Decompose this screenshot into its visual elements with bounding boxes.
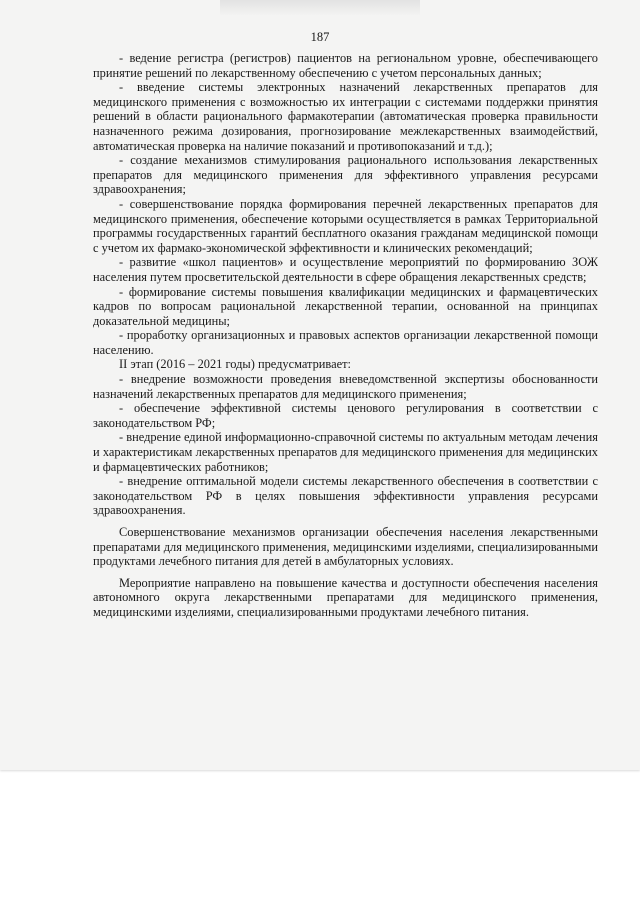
paragraph-stage-two-heading: II этап (2016 – 2021 годы) предусматривает: (119, 357, 351, 372)
paragraph-optimal-model: - внедрение оптимальной модели системы лекарственного обеспечения в соответствии с законодательством РФ в целях повышения эффективности управления ресурсами здравоохранения. (93, 474, 598, 518)
paragraph-gap (93, 569, 598, 576)
paragraph-gap (93, 518, 598, 525)
paragraph-expertise: - внедрение возможности проведения вневедомственной экспертизы обоснованности назначений лекарственных препаратов для медицинского применения; (93, 372, 598, 401)
paragraph-legal-aspects: - проработку организационных и правовых аспектов организации лекарственной помощи населению. (93, 328, 598, 357)
paragraph-info-system: - внедрение единой информационно-справочной системы по актуальным методам лечения и характеристикам лекарственных препаратов для медицинского применения для медицинских и фармацевтических работников; (93, 430, 598, 474)
paragraph-staff-training: - формирование системы повышения квалификации медицинских и фармацевтических кадров по вопросам рациональной лекарственной терапии, основанной на принципах доказательной медицины; (93, 284, 598, 328)
paragraph-patient-schools: - развитие «школ пациентов» и осуществление мероприятий по формированию ЗОЖ населения путем просветительской деятельности в сфере обращения лекарственных средств; (93, 255, 598, 284)
paragraph-price-regulation: - обеспечение эффективной системы ценового регулирования в соответствии с законодательством РФ; (93, 401, 598, 430)
scan-artifact (220, 0, 420, 16)
paragraph-incentive-mechanisms: - создание механизмов стимулирования рационального использования лекарственных препаратов для медицинского применения для эффективного управления ресурсами здравоохранения; (93, 153, 598, 197)
paragraph-measure: Мероприятие направлено на повышение качества и доступности обеспечения населения автономного округа лекарственными препаратами для медицинского применения, медицинскими изделиями, специализированными продуктами лечебного питания. (93, 575, 598, 619)
document-body (93, 51, 598, 620)
paragraph-electronic-prescriptions: - введение системы электронных назначений лекарственных препаратов для медицинского применения с возможностью их интеграции с системами поддержки принятия решений в области рационального фармакотерапии (автоматическая проверка правильности назначенного режима дозирования, прогнозирование межлекарственных взаимодействий, автоматическая проверка на наличие показаний и противопоказаний и т.д.); (93, 80, 598, 153)
page-number: 187 (310, 30, 330, 44)
paragraph-improvement: Совершенствование механизмов организации обеспечения населения лекарственными препаратами для медицинского применения, медицинскими изделиями, специализированными продуктами лечебного питания для детей в амбулаторных условиях. (93, 525, 598, 569)
blank-area (0, 770, 640, 905)
paragraph-registry: - ведение регистра (регистров) пациентов на региональном уровне, обеспечивающего принятие решений по лекарственному обеспечению с учетом персональных данных; (93, 51, 598, 80)
paragraph-drug-lists: - совершенствование порядка формирования перечней лекарственных препаратов для медицинского применения, обеспечение которыми осуществляется в рамках Территориальной программы государственных гарантий бесплатного оказания гражданам медицинской помощи с учетом их фармако-экономической эффективности и клинических рекомендаций; (93, 196, 598, 255)
